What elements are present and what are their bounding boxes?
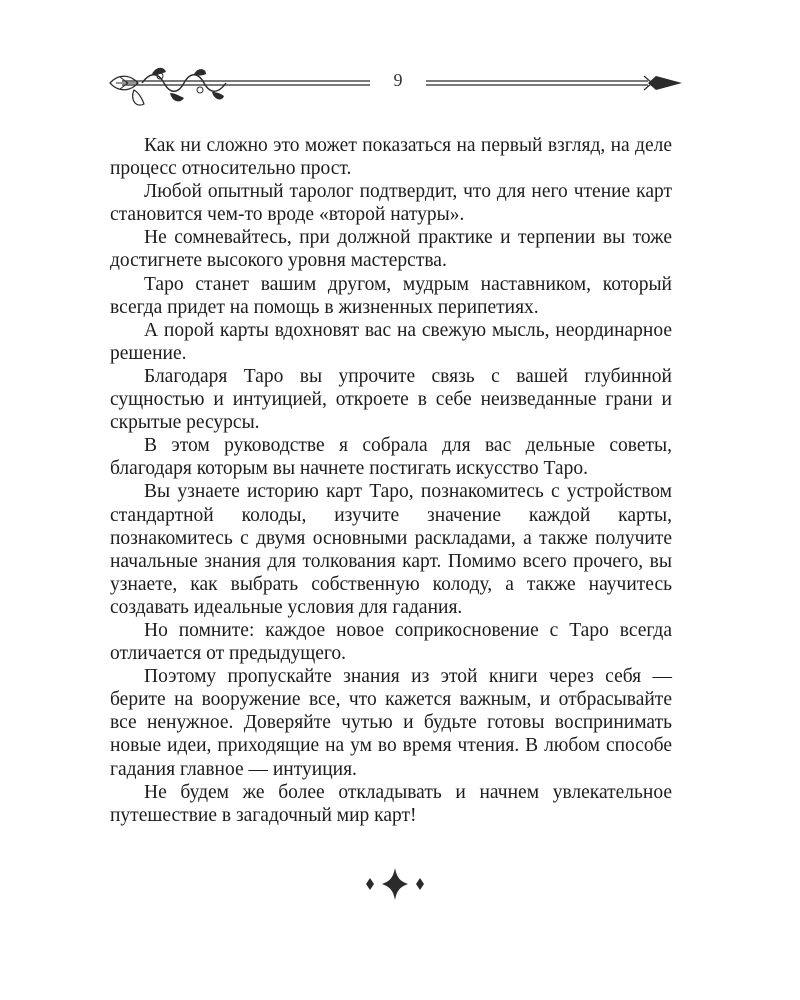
page-number: 9 (393, 70, 403, 90)
paragraph: Таро станет вашим другом, мудрым наставником, который всегда придет на помощь в жизненных перипетиях. (110, 273, 672, 318)
paragraph: Не сомневайтесь, при должной практике и терпении вы тоже достигнете высокого уровня мастерства. (110, 227, 672, 272)
paragraph: В этом руководстве я собрала для вас дельные советы, благодаря которым вы начнете постигать искусство Таро. (110, 435, 672, 480)
paragraph: Любой опытный таролог подтвердит, что для него чтение карт становится чем-то вроде «второй натуры». (110, 181, 672, 226)
paragraph: Как ни сложно это может показаться на первый взгляд, на деле процесс относительно прост. (110, 135, 672, 180)
paragraph: Вы узнаете историю карт Таро, познакомитесь с устройством стандартной колоды, изучите значение каждой карты, познакомитесь с двумя основными раскладами, а также получите начальные знания для толкования карт. Помимо всего прочего, вы узнаете, как выбрать собственную колоду, а также научитесь создавать идеальные условия для гадания. (110, 481, 672, 618)
paragraph: Поэтому пропускайте знания из этой книги через себя — берите на вооружение все, что кажется важным, и отбрасывайте все ненужное. Доверяйте чутью и будьте готовы воспринимать новые идеи, приходящие на ум во время чтения. В любом способе гадания главное — интуиция. (110, 666, 672, 780)
paragraph: А порой карты вдохновят вас на свежую мысль, неординарное решение. (110, 319, 672, 364)
paragraph: Благодаря Таро вы упрочите связь с вашей глубинной сущностью и интуицией, откроете в себе неизведанные грани и скрытые ресурсы. (110, 365, 672, 434)
body-text (110, 134, 672, 827)
section-end-ornament (350, 866, 440, 902)
page-header (108, 62, 688, 112)
paragraph: Но помните: каждое новое соприкосновение с Таро всегда отличается от предыдущего. (110, 619, 672, 665)
paragraph: Не будем же более откладывать и начнем увлекательное путешествие в загадочный мир карт! (110, 781, 672, 826)
diamond-stars-icon (350, 866, 440, 902)
